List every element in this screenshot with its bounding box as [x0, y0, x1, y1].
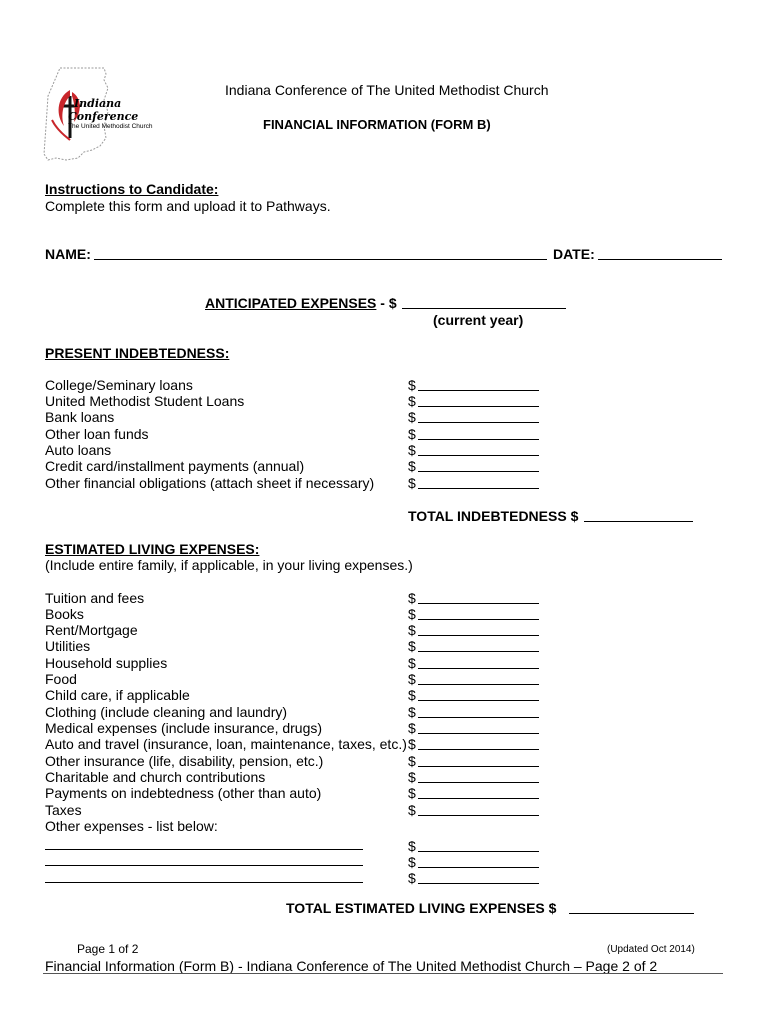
- name-label: NAME:: [45, 246, 91, 262]
- amount-field[interactable]: [418, 883, 539, 884]
- amount-field[interactable]: [418, 439, 539, 440]
- conference-logo: [34, 66, 154, 164]
- total-indebtedness-label: TOTAL INDEBTEDNESS $: [408, 508, 579, 524]
- living-expense-row: [45, 785, 545, 801]
- amount-field[interactable]: [418, 668, 539, 669]
- dollar-sign: $: [408, 854, 416, 870]
- total-living-expenses-field[interactable]: [569, 913, 694, 914]
- living-expense-label: Charitable and church contributions: [45, 769, 266, 785]
- date-label: DATE:: [553, 246, 595, 262]
- dollar-sign: $: [408, 458, 416, 474]
- living-expense-label: Payments on indebtedness (other than auto): [45, 785, 322, 801]
- amount-field[interactable]: [418, 488, 539, 489]
- living-expense-row: [45, 720, 545, 736]
- form-title: FINANCIAL INFORMATION (FORM B): [263, 117, 491, 132]
- indebtedness-row: [45, 409, 545, 425]
- amount-field[interactable]: [418, 815, 539, 816]
- other-expense-amount-row: [408, 854, 540, 870]
- dollar-sign: $: [408, 802, 416, 818]
- footer-divider: [43, 973, 723, 974]
- living-expense-row: [45, 753, 545, 769]
- living-expense-row: [45, 769, 545, 785]
- dollar-sign: $: [408, 753, 416, 769]
- instructions-heading: Instructions to Candidate:: [45, 181, 219, 197]
- living-expense-row: [45, 622, 545, 638]
- indebtedness-row: [45, 377, 545, 393]
- indebtedness-label: Bank loans: [45, 409, 115, 425]
- living-expense-row: [45, 655, 545, 671]
- dollar-sign: $: [408, 590, 416, 606]
- logo-line-1: Indiana: [74, 97, 122, 110]
- instructions-text: Complete this form and upload it to Pathways.: [45, 198, 331, 214]
- dollar-sign: $: [408, 655, 416, 671]
- total-living-expenses-label: TOTAL ESTIMATED LIVING EXPENSES $: [286, 900, 557, 916]
- amount-field[interactable]: [418, 733, 539, 734]
- dollar-sign: $: [408, 393, 416, 409]
- living-expenses-note: (Include entire family, if applicable, in your living expenses.): [45, 557, 413, 573]
- living-expense-label: Tuition and fees: [45, 590, 145, 606]
- other-expense-amount-row: [408, 838, 540, 854]
- amount-field[interactable]: [418, 390, 539, 391]
- living-expense-label: Medical expenses (include insurance, drugs): [45, 720, 323, 736]
- indebtedness-label: United Methodist Student Loans: [45, 393, 245, 409]
- living-expense-label: Clothing (include cleaning and laundry): [45, 704, 288, 720]
- indebtedness-heading: PRESENT INDEBTEDNESS:: [45, 345, 230, 361]
- living-expenses-heading: ESTIMATED LIVING EXPENSES:: [45, 541, 260, 557]
- amount-field[interactable]: [418, 867, 539, 868]
- amount-field[interactable]: [418, 603, 539, 604]
- anticipated-expenses-label: ANTICIPATED EXPENSES: [205, 295, 377, 311]
- dollar-sign: $: [408, 785, 416, 801]
- footer-caption: Financial Information (Form B) - Indiana Conference of The United Methodist Church – Page 2 of 2: [45, 958, 658, 974]
- indebtedness-row: [45, 393, 545, 409]
- living-expense-label: Utilities: [45, 638, 91, 654]
- living-expense-label: Auto and travel (insurance, loan, maintenance, taxes, etc.): [45, 736, 407, 752]
- living-expense-label: Child care, if applicable: [45, 687, 190, 703]
- amount-field[interactable]: [418, 749, 539, 750]
- living-expense-row: [45, 590, 545, 606]
- amount-field[interactable]: [418, 422, 539, 423]
- living-expense-label: Other expenses - list below:: [45, 818, 218, 834]
- living-expense-label: Rent/Mortgage: [45, 622, 138, 638]
- living-expense-row: [45, 638, 545, 654]
- amount-field[interactable]: [418, 851, 539, 852]
- living-expense-label: Household supplies: [45, 655, 168, 671]
- name-field[interactable]: [94, 259, 547, 260]
- amount-field[interactable]: [418, 766, 539, 767]
- amount-field[interactable]: [418, 700, 539, 701]
- page-number: Page 1 of 2: [77, 942, 139, 956]
- living-expense-label: Taxes: [45, 802, 82, 818]
- living-expense-label: Books: [45, 606, 84, 622]
- amount-field[interactable]: [418, 619, 539, 620]
- living-expense-label: Food: [45, 671, 77, 687]
- dollar-sign: $: [408, 870, 416, 886]
- living-expense-row: [45, 704, 545, 720]
- indebtedness-label: Credit card/installment payments (annual): [45, 458, 305, 474]
- dollar-sign: $: [408, 426, 416, 442]
- indebtedness-label: College/Seminary loans: [45, 377, 193, 393]
- amount-field[interactable]: [418, 798, 539, 799]
- living-expense-row: [45, 818, 545, 834]
- logo-line-3: The United Methodist Church: [68, 123, 153, 130]
- dollar-sign: $: [408, 409, 416, 425]
- amount-field[interactable]: [418, 651, 539, 652]
- org-title: Indiana Conference of The United Methodist Church: [225, 82, 549, 98]
- date-field[interactable]: [598, 259, 722, 260]
- anticipated-expenses-suffix: - $: [376, 295, 397, 311]
- anticipated-expenses-note: (current year): [433, 312, 524, 328]
- dollar-sign: $: [408, 720, 416, 736]
- total-indebtedness-field[interactable]: [584, 521, 693, 522]
- dollar-sign: $: [408, 442, 416, 458]
- dollar-sign: $: [408, 671, 416, 687]
- indebtedness-row: [45, 458, 545, 474]
- living-expense-label: Other insurance (life, disability, pension, etc.): [45, 753, 324, 769]
- other-expense-amount-row: [408, 870, 540, 886]
- living-expense-row: [45, 802, 545, 818]
- updated-date: (Updated Oct 2014): [607, 944, 695, 955]
- dollar-sign: $: [408, 622, 416, 638]
- anticipated-expenses-row: [205, 295, 397, 311]
- living-expense-row: [45, 671, 545, 687]
- indebtedness-label: Auto loans: [45, 442, 112, 458]
- other-expense-description-field[interactable]: [45, 865, 363, 866]
- logo-line-2: Conference: [68, 110, 139, 123]
- indebtedness-label: Other financial obligations (attach sheet if necessary): [45, 475, 375, 491]
- dollar-sign: $: [408, 606, 416, 622]
- dollar-sign: $: [408, 769, 416, 785]
- other-expense-description-field[interactable]: [45, 849, 363, 850]
- amount-field[interactable]: [418, 717, 539, 718]
- amount-field[interactable]: [418, 635, 539, 636]
- indebtedness-row: [45, 426, 545, 442]
- dollar-sign: $: [408, 704, 416, 720]
- amount-field[interactable]: [418, 406, 539, 407]
- dollar-sign: $: [408, 475, 416, 491]
- amount-field[interactable]: [418, 455, 539, 456]
- dollar-sign: $: [408, 377, 416, 393]
- amount-field[interactable]: [418, 471, 539, 472]
- dollar-sign: $: [408, 638, 416, 654]
- indebtedness-label: Other loan funds: [45, 426, 149, 442]
- dollar-sign: $: [408, 736, 416, 752]
- amount-field[interactable]: [418, 782, 539, 783]
- living-expense-row: [45, 606, 545, 622]
- indebtedness-row: [45, 442, 545, 458]
- dollar-sign: $: [408, 687, 416, 703]
- indebtedness-row: [45, 475, 545, 491]
- other-expense-description-field[interactable]: [45, 882, 363, 883]
- anticipated-expenses-field[interactable]: [402, 308, 566, 309]
- dollar-sign: $: [408, 838, 416, 854]
- amount-field[interactable]: [418, 684, 539, 685]
- living-expense-row: [45, 736, 545, 752]
- living-expense-row: [45, 687, 545, 703]
